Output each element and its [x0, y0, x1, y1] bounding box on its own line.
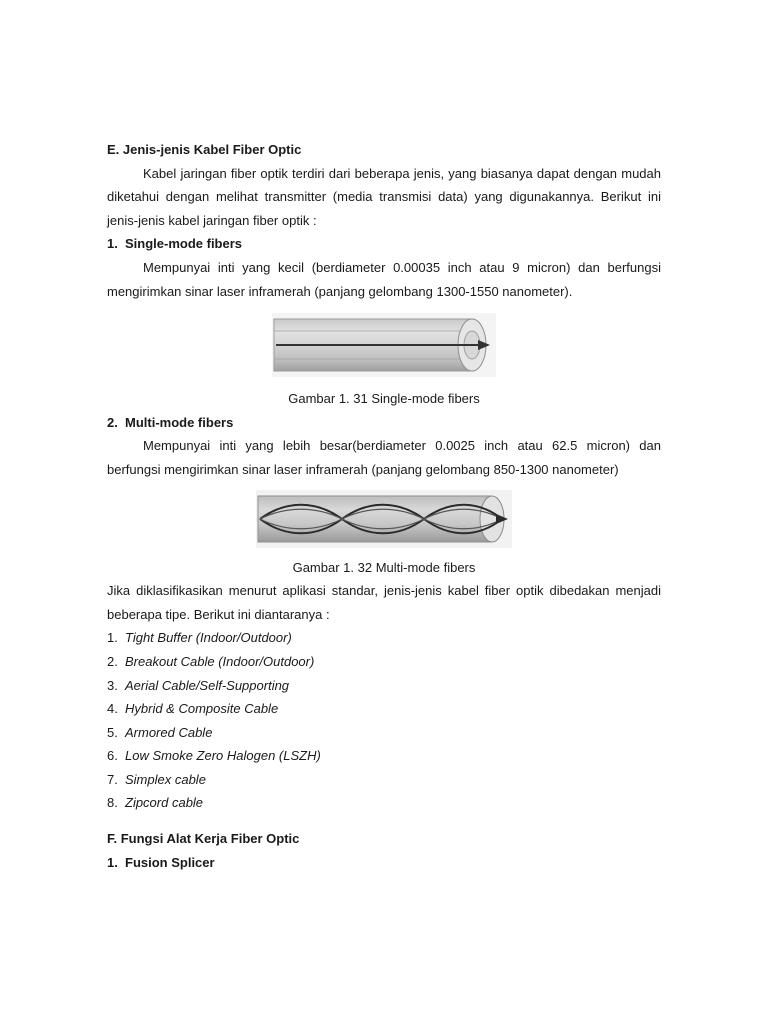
list-item: 6. Low Smoke Zero Halogen (LSZH): [107, 748, 321, 764]
multi-mode-number: 2.: [107, 414, 118, 430]
list-item: 2. Breakout Cable (Indoor/Outdoor): [107, 653, 315, 669]
list-item: 8. Zipcord cable: [107, 795, 204, 811]
single-mode-text: Mempunyai inti yang kecil (berdiameter 0.00035 inch atau 9 micron) dan berfungsi mengirimkan sinar laser inframerah (panjang gelombang 1300-1550 nanometer).: [107, 259, 661, 299]
section-e-intro: Kabel jaringan fiber optik terdiri dari beberapa jenis, yang biasanya dapat dengan mudah diketahui dengan melihat transmitter (media transmisi data) yang digunakannya. Berikut ini jenis-jenis kabel jaringan fiber optik :: [107, 165, 661, 228]
classification-text: Jika diklasifikasikan menurut aplikasi standar, jenis-jenis kabel fiber optik dibedakan menjadi beberapa tipe. Berikut ini diantaranya :: [107, 583, 661, 622]
single-mode-title: Single-mode fibers: [125, 236, 243, 252]
multi-mode-figure: [107, 490, 661, 548]
list-item: 7. Simplex cable: [107, 771, 206, 787]
multi-mode-text: Mempunyai inti yang lebih besar(berdiameter 0.0025 inch atau 62.5 micron) dan berfungsi mengirimkan sinar laser inframerah (panjang gelombang 850-1300 nanometer): [107, 438, 661, 477]
single-mode-caption: Gambar 1. 31 Single-mode fibers: [288, 391, 480, 407]
single-mode-fiber-image: [272, 313, 496, 377]
single-mode-number: 1.: [107, 236, 118, 252]
document-content: [107, 138, 661, 874]
list-item: 1. Tight Buffer (Indoor/Outdoor): [107, 630, 292, 646]
single-mode-heading: [107, 232, 661, 256]
section-e-heading: E. Jenis-jenis Kabel Fiber Optic: [107, 142, 302, 157]
list-item: 5. Armored Cable: [107, 724, 213, 740]
cable-types-list: [107, 626, 661, 815]
multi-mode-title: Multi-mode fibers: [125, 414, 234, 430]
fusion-splicer-heading: [107, 851, 661, 875]
fusion-splicer-title: Fusion Splicer: [125, 854, 215, 870]
multi-mode-caption: Gambar 1. 32 Multi-mode fibers: [292, 559, 476, 575]
single-mode-figure: [107, 313, 661, 377]
fusion-splicer-number: 1.: [107, 854, 118, 870]
multi-mode-fiber-image: [256, 490, 512, 548]
section-gap: [107, 815, 661, 827]
list-item: 3. Aerial Cable/Self-Supporting: [107, 677, 290, 693]
multi-mode-heading: [107, 411, 661, 435]
section-f-heading: F. Fungsi Alat Kerja Fiber Optic: [107, 831, 300, 847]
list-item: 4. Hybrid & Composite Cable: [107, 701, 279, 717]
